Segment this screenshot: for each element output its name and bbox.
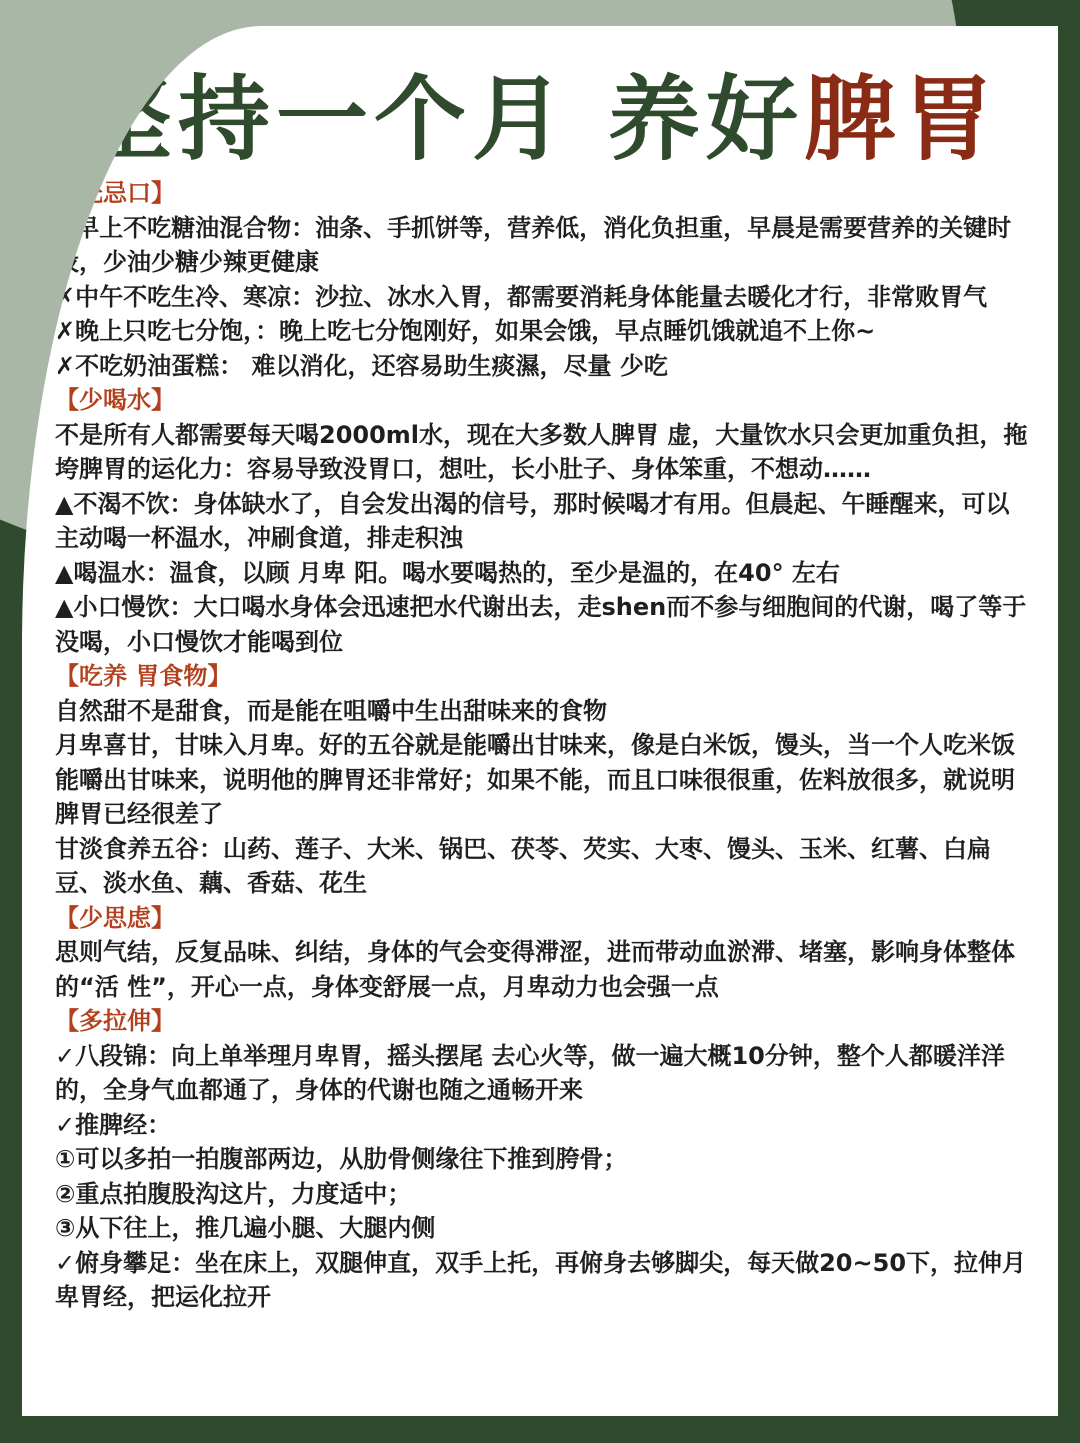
title-main: 坚持一个月 养好 bbox=[79, 66, 804, 173]
body-paragraph: ✓俯身攀足：坐在床上，双腿伸直，双手上托，再俯身去够脚尖，每天做20~50下，拉伸月卑胃经，把运化拉开 bbox=[55, 1248, 1027, 1311]
body-paragraph: ✗晚上只吃七分饱，：晚上吃七分饱刚好，如果会饿，早点睡饥饿就追不上你~ bbox=[55, 317, 876, 345]
body-paragraph: 自然甜不是甜食，而是能在咀嚼中生出甜味来的食物 bbox=[55, 696, 607, 725]
body-paragraph: ▲不渴不饮：身体缺水了，自会发出渴的信号，那时候喝才有用。但晨起、午睡醒来，可以主动喝一杯温水，冲刷食道，排走积浊 bbox=[55, 489, 1010, 552]
content-card bbox=[22, 26, 1058, 1416]
section-heading: 【少喝水】 bbox=[55, 386, 175, 414]
article-body bbox=[55, 176, 1030, 1315]
section-heading: 【少思虑】 bbox=[55, 903, 175, 932]
body-paragraph: 甘淡食养五谷：山药、莲子、大米、锅巴、茯苓、芡实、大枣、馒头、玉米、红薯、白扁豆、淡水鱼、藕、香菇、花生 bbox=[55, 834, 991, 897]
title-accent: 脾胃 bbox=[804, 66, 1001, 173]
body-paragraph: ✓推脾经： bbox=[55, 1110, 172, 1139]
body-paragraph: ②重点拍腹股沟这片，力度适中； bbox=[55, 1179, 412, 1208]
section-heading: 【先忌口】 bbox=[55, 179, 175, 207]
body-paragraph: 月卑喜甘，甘味入月卑。好的五谷就是能嚼出甘味来，像是白米饭，馒头，当一个人吃米饭能嚼出甘味来，说明他的脾胃还非常好；如果不能，而且口味很很重，佐料放很多，就说明脾胃已经很差了 bbox=[55, 731, 1015, 828]
page-title bbox=[22, 66, 1058, 173]
body-paragraph: ▲喝温水：温食，以顾 月卑 阳。喝水要喝热的，至少是温的，在40° 左右 bbox=[55, 558, 840, 587]
body-paragraph: 思则气结，反复品味、纠结，身体的气会变得滞涩，进而带动血淤滞、堵塞，影响身体整体的“活 性”，开心一点，身体变舒展一点，月卑动力也会强一点 bbox=[55, 938, 1015, 1001]
body-paragraph: ✓八段锦：向上单举理月卑胃，摇头摆尾 去心火等，做一遍大概10分钟，整个人都暖洋洋的，全身气血都通了，身体的代谢也随之通畅开来 bbox=[55, 1041, 1005, 1104]
body-paragraph: ③从下往上，推几遍小腿、大腿内侧 bbox=[55, 1214, 436, 1242]
body-paragraph: 不是所有人都需要每天喝2000ml水，现在大多数人脾胃 虚，大量饮水只会更加重负担，拖垮脾胃的运化力：容易导致没胃口，想吐，长小肚子、身体笨重，不想动…… bbox=[55, 420, 1028, 483]
section-heading: 【多拉伸】 bbox=[55, 1007, 175, 1035]
section-heading: 【吃养 胃食物】 bbox=[55, 662, 232, 690]
body-paragraph: ✗中午不吃生冷、寒凉：沙拉、冰水入胃，都需要消耗身体能量去暖化才行，非常败胃气 bbox=[55, 282, 988, 311]
body-paragraph: ▲小口慢饮：大口喝水身体会迅速把水代谢出去，走shen而不参与细胞间的代谢，喝了等于没喝，小口慢饮才能喝到位 bbox=[55, 593, 1027, 656]
body-paragraph: ①可以多拍一拍腹部两边，从肋骨侧缘往下推到胯骨； bbox=[55, 1145, 628, 1173]
body-paragraph: ✗不吃奶油蛋糕： 难以消化，还容易助生痰濕，尽量 少吃 bbox=[55, 351, 668, 380]
body-paragraph: ✗早上不吃糖油混合物：油条、手抓饼等，营养低，消化负担重，早晨是需要营养的关键时段，少油少糖少辣更健康 bbox=[55, 213, 1012, 276]
